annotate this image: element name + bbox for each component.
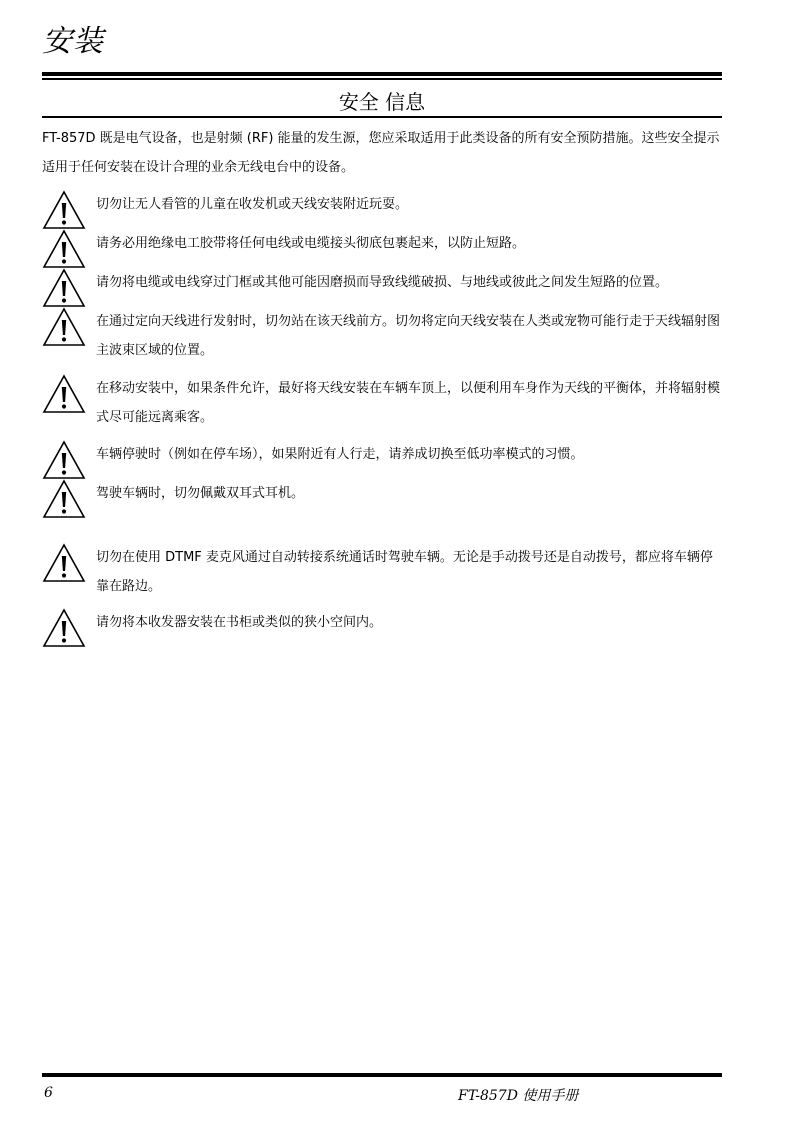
warning-triangle-icon	[42, 543, 86, 583]
warning-text: 车辆停驶时（例如在停车场），如果附近有人行走，请养成切换至低功率模式的习惯。	[96, 447, 584, 462]
warning-triangle-icon	[42, 440, 86, 480]
warning-text: 在通过定向天线进行发射时，切勿站在该天线前方。切勿将定向天线安装在人类或宠物可能行走于天线辐射图主波束区域的位置。	[96, 314, 721, 358]
section-heading: 安全 信息	[338, 90, 426, 114]
intro-paragraph: FT-857D 既是电气设备，也是射频 (RF) 能量的发生源，您应采取适用于此类设备的所有安全预防措施。这些安全提示适用于任何安装在设计合理的业余无线电台中的设备。	[42, 131, 720, 175]
warning-triangle-icon	[42, 229, 86, 269]
header-rule-bottom	[42, 78, 722, 80]
warning-text: 切勿在使用 DTMF 麦克风通过自动转接系统通话时驾驶车辆。无论是手动拨号还是自动拨号，都应将车辆停靠在路边。	[96, 550, 713, 594]
warning-text: 请勿将电缆或电线穿过门框或其他可能因磨损而导致线缆破损、与地线或彼此之间发生短路的位置。	[96, 275, 669, 290]
warning-text: 在移动安装中，如果条件允许，最好将天线安装在车辆车顶上，以便利用车身作为天线的平衡体，并将辐射模式尽可能远离乘客。	[96, 381, 721, 425]
footer-rule	[42, 1073, 722, 1077]
warning-text: 驾驶车辆时，切勿佩戴双耳式耳机。	[96, 486, 305, 501]
warning-text: 切勿让无人看管的儿童在收发机或天线安装附近玩耍。	[96, 197, 409, 212]
header-rule-top	[42, 72, 722, 76]
footer-page-number: 6	[44, 1085, 53, 1101]
warning-triangle-icon	[42, 307, 86, 347]
footer-manual-title: FT-857D 使用手册	[458, 1088, 579, 1104]
warning-triangle-icon	[42, 479, 86, 519]
warning-triangle-icon	[42, 374, 86, 414]
warning-triangle-icon	[42, 190, 86, 230]
warning-text: 请务必用绝缘电工胶带将任何电线或电缆接头彻底包裹起来，以防止短路。	[96, 236, 526, 251]
warning-triangle-icon	[42, 268, 86, 308]
page-title: 安装	[42, 24, 104, 59]
warning-triangle-icon	[42, 608, 86, 648]
section-heading-rule	[42, 116, 722, 118]
warning-text: 请勿将本收发器安装在书柜或类似的狭小空间内。	[96, 615, 383, 630]
